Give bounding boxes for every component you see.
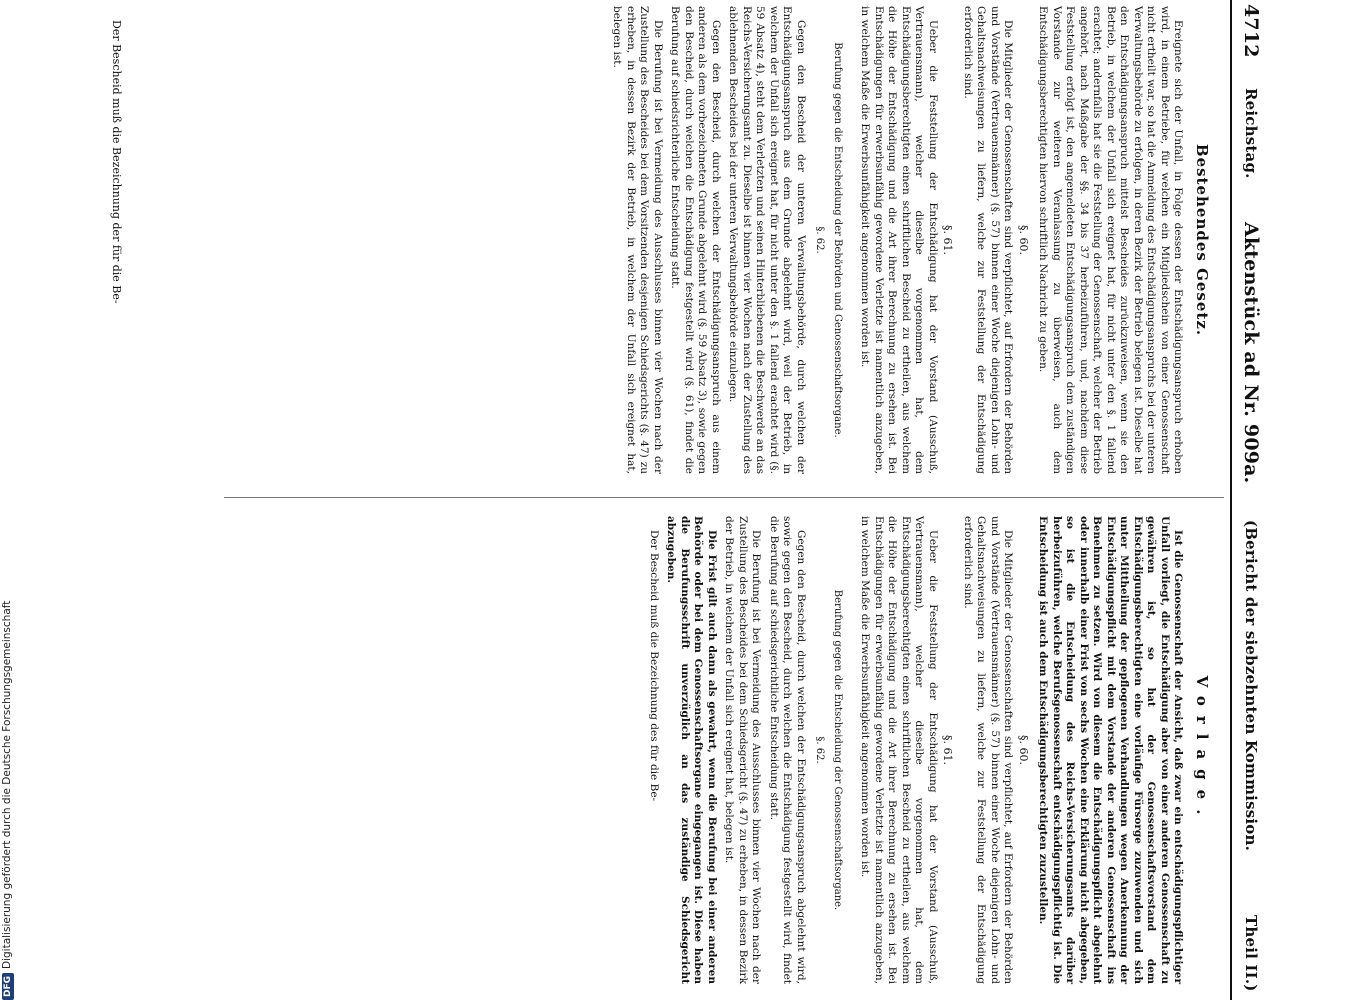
column-divider <box>224 497 1224 498</box>
digitization-credit <box>1 600 14 1000</box>
section-number: §. 62. <box>814 736 826 764</box>
paragraph: Ereignete sich der Unfall, in Folge dessen der Entschädigungsanspruch erhoben wird, in einem Betriebe, für welchen ein Mitgliedschein von einer Genossenschaft nicht ertheilt war, so hat die Anmeldung des Entschädigungsanspruchs bei der unteren Verwaltungsbehörde zu erfolgen, in deren Bezirk der Betrieb belegen ist. Dieselbe hat den Entschädigungsanspruch mittelst Bescheides zurückzuweisen, wenn sie den Betrieb, in welchem der Unfall sich ereignet hat, für nicht unter den §. 1 fallend erachtet; andernfalls hat sie die Feststellung der Genossenschaft, welcher der Betrieb angehört, nach Maßgabe der §§. 34 bis 37 herbeizuführen, und, nachdem diese Feststellung erfolgt ist, den angemeldeten Entschädigungsanspruch dem zuständigen Vorstande zur weiteren Veranlassung zu überweisen, auch dem Entschädigungsberechtigten hiervon schriftlich Nachricht zu geben. <box>1037 6 1185 474</box>
section-number: §. 61. <box>941 225 955 255</box>
part-label: Theil II.) <box>1242 915 1260 992</box>
rotated-document-page <box>104 0 1264 1000</box>
document-reference: Aktenstück ad Nr. 909a. <box>1240 222 1262 484</box>
paragraph: Ueber die Feststellung der Entschädigung hat der Vorstand (Ausschuß, Vertrauensmann), welcher dieselbe vorgenommen hat, dem Entschädigungsberechtigten einen schriftlichen Bescheid zu ertheilen, aus welchem die Höhe der Entschädigung und die Art ihrer Berechnung zu ersehen ist. Bei Entschädigungen für erwerbsunfähig gewordene Verletzte ist namentlich anzugeben, in welchem Maße die Erwerbsunfähigkeit angenommen worden ist. <box>859 6 939 474</box>
existing-law-column <box>108 6 1211 474</box>
paragraph: Ueber die Feststellung der Entschädigung hat der Vorstand (Ausschuß, Vertrauensmann), welcher dieselbe vorgenommen hat, dem Entschädigungsberechtigten einen schriftlichen Bescheid zu ertheilen, aus welchem die Höhe der Entschädigung und die Art ihrer Berechnung zu ersehen ist. Bei Entschädigungen für erwerbsunfähig gewordene Verletzte ist namentlich anzugeben, in welchem Maße die Erwerbsunfähigkeit angenommen worden ist. <box>859 516 939 984</box>
draft-column <box>108 516 1211 984</box>
paragraph-bold: Ist die Genossenschaft der Ansicht, daß zwar ein entschädigungspflichtiger Unfall vorliegt, die Entschädigung aber von einer anderen Genossenschaft zu gewähren ist, so hat der Genossenschaftsvorstand dem Entschädigungsberechtigten eine vorläufige Fürsorge zuzuwenden und sich unter Mittheilung der gepflogenen Verhandlungen wegen Anerkennung der Entschädigungspflicht mit dem Vorstande der anderen Genossenschaft ins Benehmen zu setzen. Wird von diesem die Entschädigungspflicht abgelehnt oder innerhalb einer Frist von sechs Wochen eine Erklärung nicht abgegeben, so ist die Entscheidung des Reichs-Versicherungsamts darüber herbeizuführen, welche Berufsgenossenschaft entschädigungspflichtig ist. Die Entscheidung ist auch dem Entschädigungsberechtigten zuzustellen. <box>1037 516 1185 984</box>
page-number: 4712 <box>1240 4 1262 58</box>
draft-title: Vorlage. <box>1193 675 1211 825</box>
section-number: §. 60. <box>1017 735 1030 765</box>
existing-law-title: Bestehendes Gesetz. <box>1193 143 1211 337</box>
section-number: §. 60. <box>1017 225 1030 255</box>
report-title: (Bericht der siebzehnten Kommission. <box>1242 520 1260 851</box>
dfg-logo-icon: DFG <box>2 973 14 1000</box>
header-rule <box>1230 0 1232 1000</box>
paragraph-continued: Der Bescheid muß die Bezeichnung der für die Be- <box>110 20 123 304</box>
section-heading: Berufung gegen die Entscheidung der Behörden und Genossenschaftsorgane. <box>832 42 843 438</box>
section-number: §. 62. <box>814 226 826 254</box>
paragraph-bold: Die Frist gilt auch dann als gewahrt, wenn die Berufung bei einer anderen Behörde oder bei dem Genossenschaftsorgane eingegangen ist. Diese haben die Berufungsschrift unverzüglich an das zuständige Schiedsgericht abzugeben. <box>665 516 718 984</box>
paragraph: Gegen den Bescheid, durch welchen der Entschädigungsanspruch abgelehnt wird, sowie gegen den Bescheid, durch welchen die Entschädigung festgestellt wird, findet die Berufung auf schiedsgerichtliche Entscheidung statt. <box>768 516 807 984</box>
paragraph: Die Berufung ist bei Vermeidung des Ausschlusses binnen vier Wochen nach der Zustellung des Bescheides bei dem Schiedsgericht (§. 47) zu erheben, in dessen Bezirk der Betrieb, in welchem der Unfall sich ereignet hat, belegen ist. <box>723 516 763 984</box>
paragraph: Der Bescheid muß die Bezeichnung des für die Be- <box>648 530 660 802</box>
paragraph: Gegen den Bescheid der unteren Verwaltungsbehörde, durch welchen der Entschädigungsanspruch aus dem Grunde abgelehnt wird, weil der Betrieb, in welchem der Unfall sich ereignet hat, für nicht unter den §. 1 fallend erachtet wird (§. 59 Absatz 4), steht dem Verletzten und seinen Hinterbliebenen die Beschwerde an das Reichs-Versicherungsamt zu. Dieselbe ist binnen vier Wochen nach der Zustellung des ablehnenden Bescheides bei der unteren Verwaltungsbehörde einzulegen. <box>727 6 807 474</box>
paragraph: Die Mitglieder der Genossenschaften sind verpflichtet, auf Erfordern der Behörden und Vorstände (Vertrauensmänner) (§. 57) binnen einer Woche diejenigen Lohn- und Gehaltsnachweisungen zu liefern, welche zur Feststellung der Entschädigung erforderlich sind. <box>962 6 1015 474</box>
paragraph: Die Berufung ist bei Vermeidung des Ausschlusses binnen vier Wochen nach der Zustellung des Bescheides bei dem Vorsitzenden desjenigen Schiedsgerichts (§. 47) zu erheben, in dessen Bezirk der Betrieb, in welchem der Unfall sich ereignet hat, belegen ist. <box>611 6 664 474</box>
section-number: §. 61. <box>941 735 955 765</box>
section-heading: Berufung gegen die Entscheidung der Genossenschaftsorgane. <box>832 589 843 911</box>
paragraph: Die Mitglieder der Genossenschaften sind verpflichtet, auf Erfordern der Behörden und Vorstände (Vertrauensmänner) (§. 57) binnen einer Woche diejenigen Lohn- und Gehaltsnachweisungen zu liefern, welche zur Feststellung der Entschädigung erforderlich sind. <box>962 516 1015 984</box>
paragraph: Gegen den Bescheid, durch welchen der Entschädigungsanspruch aus einem anderen als dem vorbezeichneten Grunde abgelehnt wird (§. 59 Absatz 3), sowie gegen den Bescheid, durch welchen die Entschädigung festgestellt wird (§. 61), findet die Berufung auf schiedsrichterliche Entscheidung statt. <box>669 6 722 474</box>
credit-text: Digitalisierung gefördert durch die Deutsche Forschungsgemeinschaft <box>1 600 13 969</box>
journal-name: Reichstag. <box>1242 88 1260 179</box>
page-header <box>1234 0 1264 1000</box>
